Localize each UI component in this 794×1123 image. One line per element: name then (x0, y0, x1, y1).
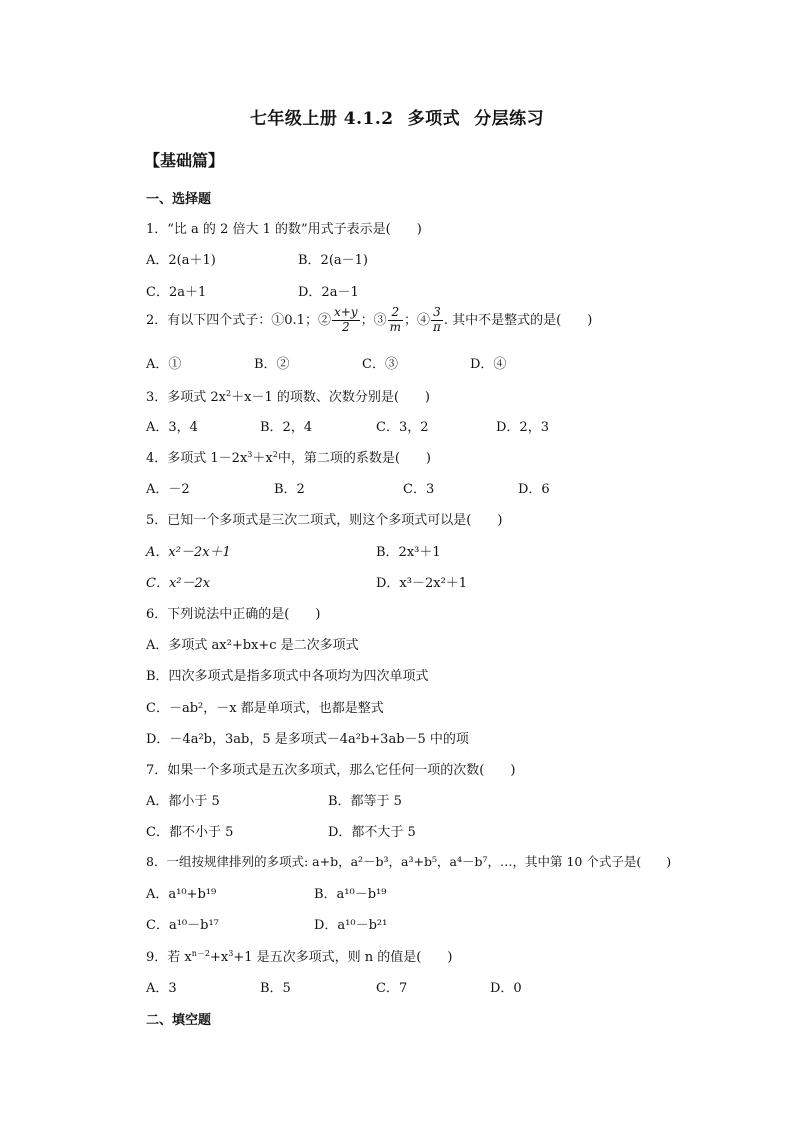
option-a: A．多项式 ax²+bx+c 是二次多项式 (146, 638, 359, 653)
option-d: D．都不大于 5 (328, 825, 416, 840)
option-d: D．a¹⁰－b²¹ (314, 918, 388, 933)
option-b: B．5 (260, 981, 291, 996)
option-a: A．3，4 (146, 420, 198, 435)
question-5-options (146, 541, 706, 559)
question-7-options (146, 790, 706, 808)
option-b: B．2x³＋1 (376, 545, 441, 560)
option-a: A．－2 (146, 482, 190, 497)
level-tag-basic: 【基础篇】 (144, 151, 225, 170)
option-b: B．② (254, 357, 290, 372)
question-1: 1．“比 a 的 2 倍大 1 的数”用式子表示是( ) (146, 222, 422, 237)
option-c: C．③ (362, 357, 398, 372)
option-d: D．－4a²b，3ab，5 是多项式－4a²b+3ab－5 中的项 (146, 732, 469, 747)
question-9-options (146, 977, 706, 995)
option-d: D．2a－1 (298, 285, 359, 300)
option-c: C．都不小于 5 (146, 825, 234, 840)
option-a: A．3 (146, 981, 177, 996)
option-c: C．7 (376, 981, 408, 996)
question-7-options-row2 (146, 821, 706, 839)
option-c: C．2a＋1 (146, 285, 207, 300)
option-a: A．都小于 5 (146, 794, 220, 809)
question-7: 7．如果一个多项式是五次多项式，那么它任何一项的次数( ) (146, 763, 516, 778)
option-a: A．① (146, 357, 182, 372)
fraction-2-over-m: $\frac{2}{m}$ (389, 305, 401, 334)
option-d: D．2，3 (496, 420, 549, 435)
option-a: A．x²－2x＋1 (146, 545, 231, 560)
option-a: A．2(a＋1) (146, 253, 216, 268)
section-heading-choice: 一、选择题 (146, 192, 212, 207)
question-8: 8．一组按规律排列的多项式: a+b，a²－b³，a³+b⁵，a⁴－b⁷，…，其中第 10 个式子是( ) (146, 854, 672, 869)
question-1-options-row2 (146, 281, 706, 299)
question-8-options (146, 883, 706, 901)
option-b: B．都等于 5 (328, 794, 402, 809)
question-2-options (146, 353, 706, 371)
option-b: B．四次多项式是指多项式中各项均为四次单项式 (146, 669, 429, 684)
option-c: C．a¹⁰－b¹⁷ (146, 918, 219, 933)
question-3-options (146, 416, 706, 434)
question-4: 4．多项式 $1-2x^3+x^2$中，第二项的系数是( ) (146, 450, 431, 466)
question-1-options (146, 249, 706, 267)
fraction-3-over-pi: $\frac{3}{\pi}$ (432, 305, 441, 334)
option-d: D．x³－2x²＋1 (376, 576, 468, 591)
option-b: B．2，4 (260, 420, 313, 435)
question-5: 5．已知一个多项式是三次二项式，则这个多项式可以是( ) (146, 513, 503, 528)
option-d: D．④ (470, 357, 507, 372)
option-b: B．a¹⁰－b¹⁹ (314, 887, 387, 902)
question-9: 9．若 $x^{n-2}+x^3+1$ 是五次多项式，则 n 的值是( ) (146, 949, 453, 965)
option-d: D．0 (490, 981, 522, 996)
page-title: 七年级上册 4.1.2 多项式 分层练习 (249, 109, 545, 129)
option-c: C．x²－2x (146, 576, 211, 591)
option-b: B．2 (274, 482, 305, 497)
question-4-options (146, 478, 706, 496)
option-b: B．2(a－1) (298, 253, 368, 268)
question-2: 2．有以下四个式子：①0.1；② $\frac{x+y}{2}$ ；③ $\frac{2}{m}$ ；④ $\frac{3}{\pi}$ . 其中不是整式的是( ) (146, 305, 593, 334)
fraction-x-plus-y-over-2: $\frac{x+y}{2}$ (333, 305, 358, 334)
question-8-options-row2 (146, 914, 706, 932)
option-d: D．6 (518, 482, 550, 497)
question-3: 3．多项式 $2x^2+x-1$ 的项数、次数分别是( ) (146, 389, 430, 405)
option-c: C．3 (403, 482, 435, 497)
question-6: 6．下列说法中正确的是( ) (146, 607, 321, 622)
option-c: C．－ab²，－x 都是单项式，也都是整式 (146, 701, 384, 716)
question-5-options-row2 (146, 572, 706, 590)
section-heading-fill-blank: 二、填空题 (146, 1013, 212, 1028)
option-a: A．a¹⁰+b¹⁹ (146, 887, 217, 902)
option-c: C．3，2 (376, 420, 429, 435)
